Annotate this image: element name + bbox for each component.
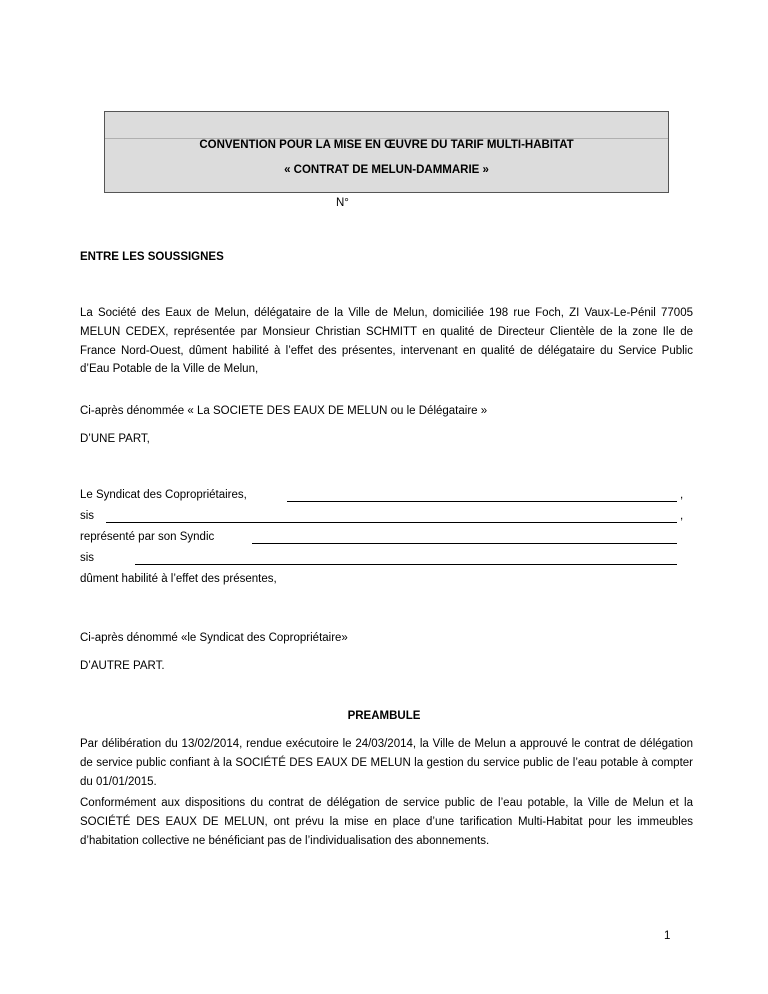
sis-label: sis — [80, 510, 95, 522]
sis-label-2: sis — [80, 552, 95, 564]
syndicat-name-blank[interactable] — [287, 501, 677, 502]
syndicat-label: Le Syndicat des Copropriétaires, — [80, 489, 247, 501]
syndicat-comma: , — [680, 489, 684, 501]
preambule-paragraph-1: Par délibération du 13/02/2014, rendue exécutoire le 24/03/2014, la Ville de Melun a approuvé le contrat de délégation de service public confiant à la SOCIÉTÉ DES EAUX DE MELUN la gestion du service public de l’eau potable à compter du 01/01/2015. — [80, 738, 693, 788]
contract-number-label: N° — [336, 197, 349, 209]
autre-part: D’AUTRE PART. — [80, 660, 165, 672]
preambule-paragraph-2: Conformément aux dispositions du contrat de délégation de service public de l’eau potable, la Ville de Melun et la SOCIÉTÉ DES EAUX DE MELUN, ont prévu la mise en place d’une tarification Multi-Habitat pour les immeubles d’habitation collective ne bénéficiant pas de l’individualisation des abonnements. — [80, 797, 693, 847]
une-part: D’UNE PART, — [80, 433, 150, 445]
habilite-text: dûment habilité à l’effet des présentes, — [80, 573, 277, 585]
address-comma: , — [680, 510, 684, 522]
syndic-name-blank[interactable] — [252, 543, 677, 544]
syndic-address-blank[interactable] — [135, 564, 677, 565]
parties-heading: ENTRE LES SOUSSIGNES — [80, 251, 224, 263]
delegataire-paragraph: La Société des Eaux de Melun, délégataire de la Ville de Melun, domiciliée 198 rue Foch, ZI Vaux-Le-Pénil 77005 MELUN CEDEX, représentée par Monsieur Christian SCHMITT en qualité de Directeur Clientèle de la zone Ile de France Nord-Ouest, dûment habilité à l’effet des présentes, intervenant en qualité de délégataire du Service Public d’Eau Potable de la Ville de Melun, — [80, 307, 693, 376]
title-box — [104, 111, 669, 193]
syndicat-designation: Ci-après dénommé «le Syndicat des Copropriétaire» — [80, 632, 348, 644]
syndicat-address-blank[interactable] — [106, 522, 677, 523]
syndic-label: représenté par son Syndic — [80, 531, 215, 543]
contract-name: « CONTRAT DE MELUN-DAMMARIE » — [284, 164, 489, 176]
delegataire-designation: Ci-après dénommée « La SOCIETE DES EAUX DE MELUN ou le Délégataire » — [80, 405, 488, 417]
page-number: 1 — [664, 930, 671, 942]
preambule-heading: PREAMBULE — [347, 710, 421, 722]
document-title: CONVENTION POUR LA MISE EN ŒUVRE DU TARIF MULTI-HABITAT — [199, 139, 574, 151]
